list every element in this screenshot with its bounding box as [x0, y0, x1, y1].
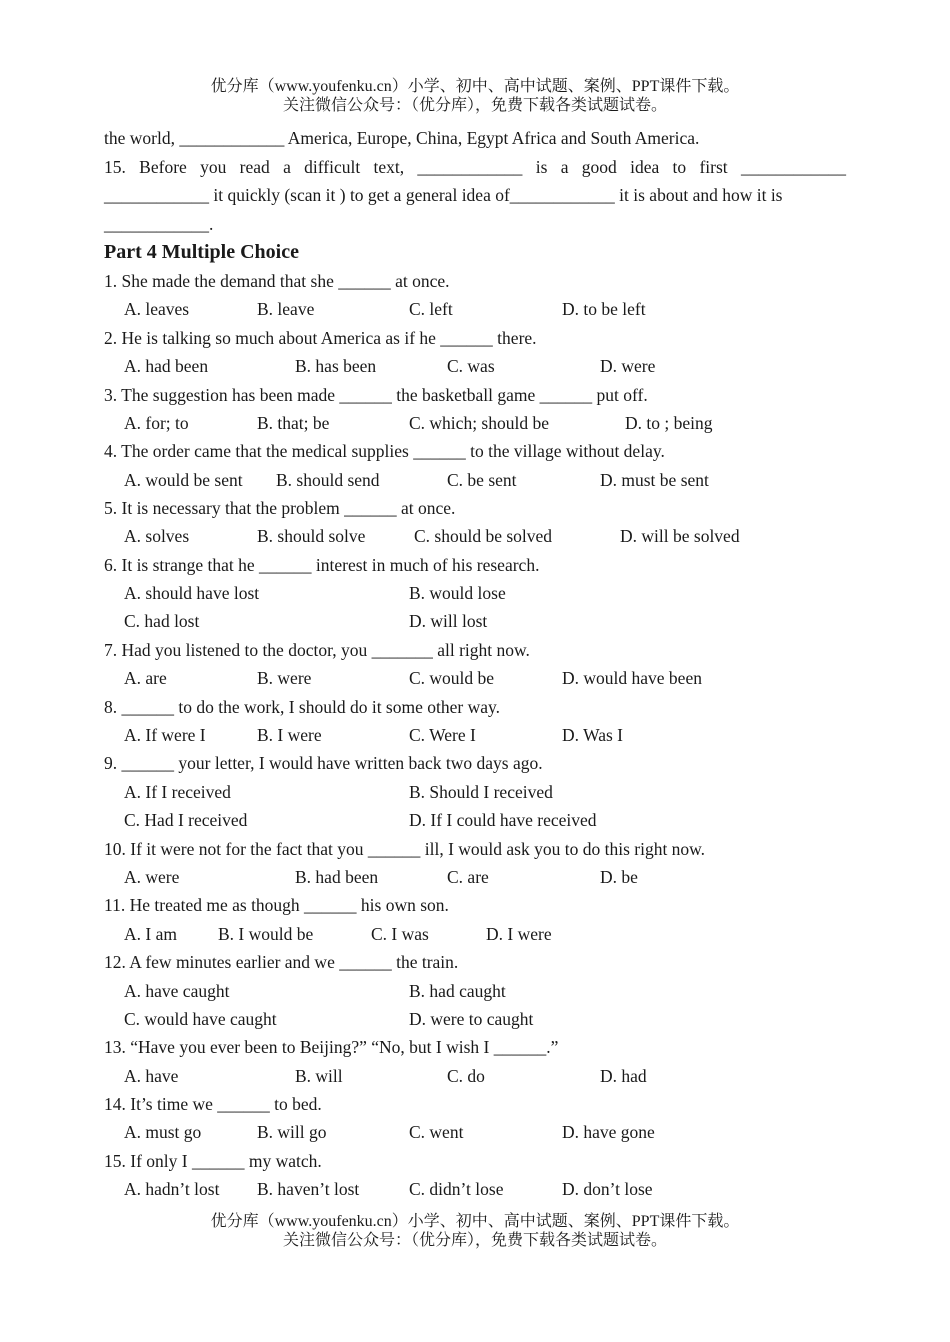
option-c: C. Were I	[409, 725, 476, 745]
option-a: A. If were I	[124, 725, 206, 745]
question-stem: 10. If it were not for the fact that you ______ ill, I would ask you to do this right now.	[104, 839, 706, 859]
option-d: D. don’t lose	[562, 1179, 653, 1199]
footer-line-2: 关注微信公众号：（优分库），免费下载各类试题试卷。	[282, 1232, 667, 1249]
option-b: B. has been	[295, 356, 377, 376]
q15-line-2: ____________ it quickly (scan it ) to get a general idea of____________ it is about and how it is	[104, 185, 783, 205]
option-a: A. have	[124, 1066, 179, 1086]
option-b: B. that; be	[257, 413, 330, 433]
q15-word: first	[699, 157, 728, 177]
q15-word: read	[239, 157, 270, 177]
option-c: C. left	[409, 299, 453, 319]
option-b: B. had caught	[409, 981, 506, 1001]
option-c: C. do	[447, 1066, 485, 1086]
page-header	[0, 77, 950, 115]
question-stem: 3. The suggestion has been made ______ the basketball game ______ put off.	[104, 385, 648, 405]
section-title: Part 4 Multiple Choice	[104, 241, 299, 263]
option-c: C. are	[447, 867, 489, 887]
option-d: D. would have been	[562, 668, 702, 688]
option-d: D. will lost	[409, 611, 488, 631]
option-d: D. were	[600, 356, 656, 376]
option-a: A. would be sent	[124, 470, 243, 490]
option-d: D. had	[600, 1066, 647, 1086]
option-a: A. have caught	[124, 981, 230, 1001]
option-a: A. were	[124, 867, 180, 887]
option-b: B. would lose	[409, 583, 506, 603]
q15-word: good	[581, 157, 617, 177]
option-d: D. were to caught	[409, 1009, 534, 1029]
question-stem: 14. It’s time we ______ to bed.	[104, 1094, 322, 1114]
option-b: B. will go	[257, 1122, 327, 1142]
question-stem: 9. ______ your letter, I would have written back two days ago.	[104, 753, 543, 773]
footer-line-1: 优分库（www.youfenku.cn）小学、初中、高中试题、案例、PPT课件下载。	[210, 1213, 740, 1230]
question-stem: 4. The order came that the medical supplies ______ to the village without delay.	[104, 441, 665, 461]
option-c: C. went	[409, 1122, 464, 1142]
header-line-2: 关注微信公众号：（优分库），免费下载各类试题试卷。	[282, 97, 667, 114]
option-d: D. must be sent	[600, 470, 709, 490]
option-a: A. leaves	[124, 299, 190, 319]
option-d: D. If I could have received	[409, 810, 597, 830]
question-stem: 13. “Have you ever been to Beijing?” “No, but I wish I ______.”	[104, 1037, 559, 1057]
question-stem: 1. She made the demand that she ______ at once.	[104, 271, 450, 291]
q15-word: difficult	[304, 157, 361, 177]
option-c: C. would have caught	[124, 1009, 277, 1029]
option-c: C. was	[447, 356, 495, 376]
q15-word: to	[672, 157, 687, 177]
option-a: A. I am	[124, 924, 177, 944]
question-stem: 6. It is strange that he ______ interest in much of his research.	[104, 555, 540, 575]
q15-line-1	[104, 156, 846, 178]
q15-word: Before	[139, 157, 187, 177]
question-stem: 8. ______ to do the work, I should do it some other way.	[104, 697, 500, 717]
option-b: B. were	[257, 668, 312, 688]
option-a: A. must go	[124, 1122, 202, 1142]
q15-word: idea	[630, 157, 660, 177]
carryover-line-1: the world, ____________ America, Europe, China, Egypt Africa and South America.	[104, 128, 700, 148]
option-a: A. If I received	[124, 782, 231, 802]
option-a: A. solves	[124, 526, 190, 546]
option-a: A. had been	[124, 356, 209, 376]
q15-word: text,	[373, 157, 405, 177]
option-c: C. would be	[409, 668, 495, 688]
question-stem: 2. He is talking so much about America as if he ______ there.	[104, 328, 537, 348]
option-b: B. haven’t lost	[257, 1179, 360, 1199]
option-d: D. to be left	[562, 299, 646, 319]
q15-word: a	[283, 157, 291, 177]
q15-word: ____________	[740, 157, 846, 177]
option-b: B. I were	[257, 725, 322, 745]
q15-word: ____________	[417, 157, 523, 177]
option-b: B. leave	[257, 299, 315, 319]
option-d: D. Was I	[562, 725, 623, 745]
question-stem: 7. Had you listened to the doctor, you _______ all right now.	[104, 640, 530, 660]
option-b: B. will	[295, 1066, 343, 1086]
option-c: C. didn’t lose	[409, 1179, 504, 1199]
option-a: A. hadn’t lost	[124, 1179, 220, 1199]
option-c: C. had lost	[124, 611, 200, 631]
option-d: D. I were	[486, 924, 552, 944]
q15-word: is	[535, 157, 548, 177]
option-d: D. to ; being	[625, 413, 713, 433]
q15-word: a	[560, 157, 569, 177]
option-c: C. I was	[371, 924, 429, 944]
option-c: C. which; should be	[409, 413, 549, 433]
q15-line-3: ____________.	[104, 214, 214, 234]
option-d: D. have gone	[562, 1122, 655, 1142]
option-c: C. Had I received	[124, 810, 248, 830]
option-a: A. should have lost	[124, 583, 260, 603]
q15-word: you	[200, 157, 227, 177]
option-b: B. should solve	[257, 526, 366, 546]
option-a: A. are	[124, 668, 167, 688]
question-stem: 15. If only I ______ my watch.	[104, 1151, 322, 1171]
option-d: D. will be solved	[620, 526, 740, 546]
page-footer	[0, 1212, 950, 1250]
question-stem: 11. He treated me as though ______ his own son.	[104, 895, 449, 915]
question-stem: 12. A few minutes earlier and we ______ the train.	[104, 952, 459, 972]
option-b: B. Should I received	[409, 782, 553, 802]
question-stem: 5. It is necessary that the problem ______ at once.	[104, 498, 456, 518]
option-c: C. should be solved	[414, 526, 553, 546]
option-b: B. had been	[295, 867, 379, 887]
option-b: B. I would be	[218, 924, 314, 944]
option-c: C. be sent	[447, 470, 517, 490]
header-line-1: 优分库（www.youfenku.cn）小学、初中、高中试题、案例、PPT课件下载。	[210, 78, 740, 95]
option-a: A. for; to	[124, 413, 189, 433]
option-b: B. should send	[276, 470, 380, 490]
option-d: D. be	[600, 867, 638, 887]
q15-word: 15.	[104, 157, 126, 177]
